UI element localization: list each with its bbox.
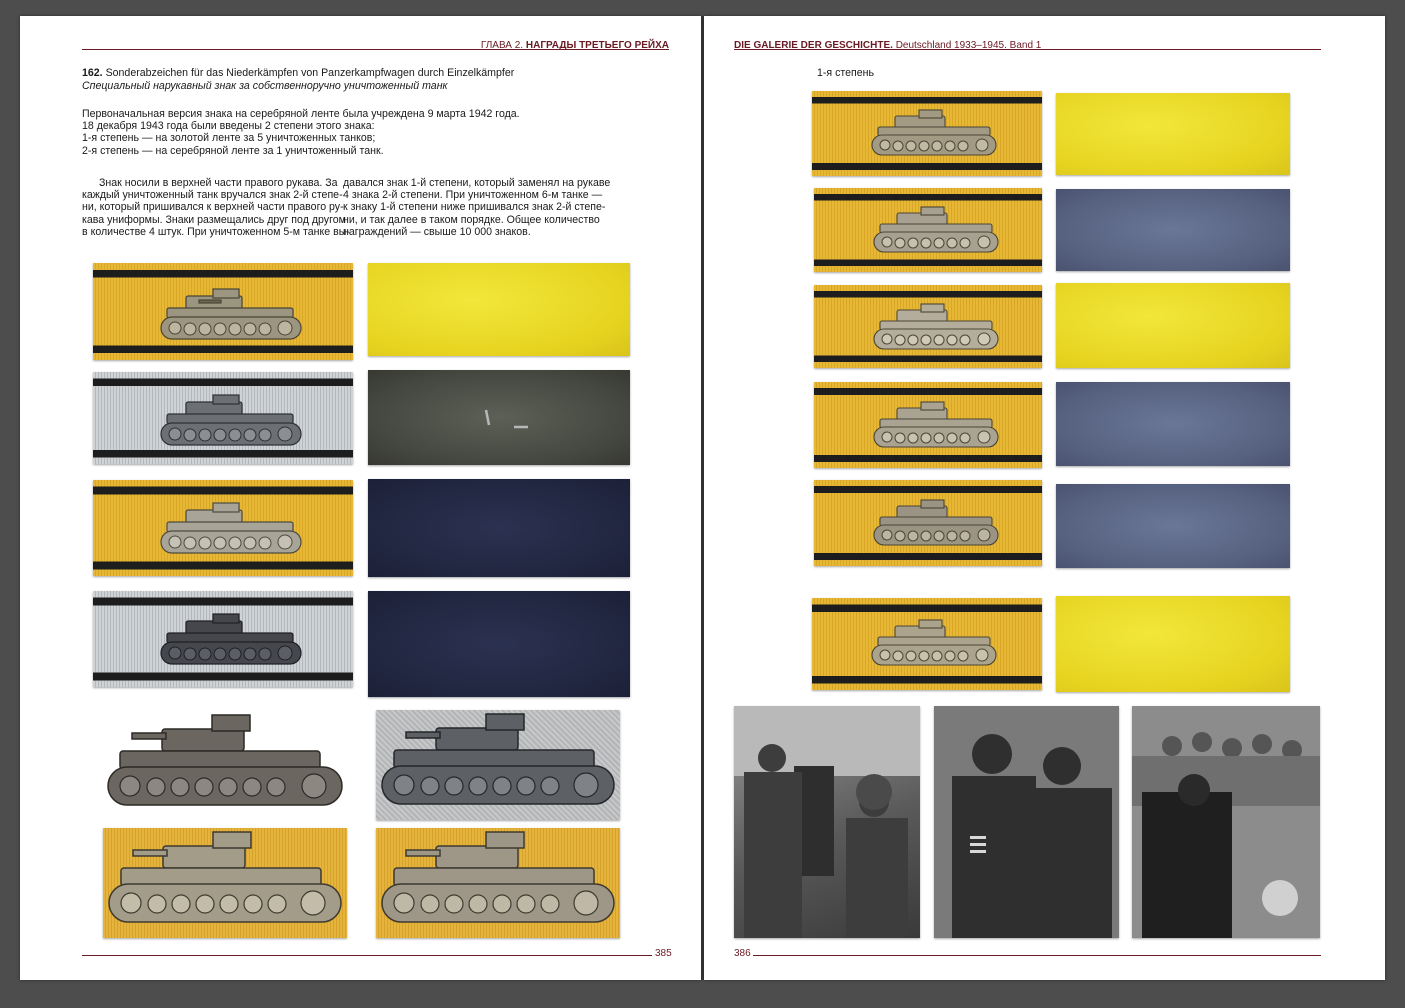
badge-gold-front-photo-2 xyxy=(93,480,353,576)
tank-badge-icon xyxy=(814,285,1042,368)
badge-navy-back-photo xyxy=(368,479,630,577)
left-page xyxy=(20,16,701,980)
tank-closeup-icon xyxy=(100,713,350,823)
body-column-1 xyxy=(82,177,350,238)
grade1-badge-back-1 xyxy=(1056,93,1290,175)
item-title-de: Sonderabzeichen für das Niederkämpfen von Panzerkampfwagen durch Einzelkämpfer xyxy=(105,67,515,79)
right-running-header xyxy=(734,40,1041,51)
intro-line: Первоначальная версия знака на серебряной ленте была учреждена 9 марта 1942 года. xyxy=(82,108,520,120)
left-footer-rule xyxy=(82,955,652,956)
item-number: 162. xyxy=(82,67,103,79)
grade1-badge-front-3 xyxy=(814,285,1042,368)
tank-closeup-icon xyxy=(103,828,347,938)
tank-badge-icon xyxy=(93,372,353,464)
tank-badge-icon xyxy=(812,598,1042,690)
grade1-badge-front-5 xyxy=(814,480,1042,566)
soldiers-figure-icon xyxy=(734,706,920,938)
item-title-ru: Специальный нарукавный знак за собственноручно уничтоженный танк xyxy=(82,80,448,92)
intro-line: 18 декабря 1943 года были введены 2 степени этого знака: xyxy=(82,120,375,133)
grade1-badge-back-5 xyxy=(1056,484,1290,568)
tank-badge-icon xyxy=(814,382,1042,468)
archival-photo-award-ceremony xyxy=(734,706,920,938)
tank-closeup-gold-photo-2 xyxy=(376,828,620,938)
badge-silver-front-photo xyxy=(93,372,353,464)
intro-line: 2-я степень — на серебряной ленте за 1 уничтоженный танк. xyxy=(82,144,384,157)
left-header-title: НАГРАДЫ ТРЕТЬЕГО РЕЙХА xyxy=(525,40,669,51)
grade1-badge-back-2 xyxy=(1056,189,1290,271)
field-group-icon xyxy=(1132,706,1320,938)
badge-silver-back-photo xyxy=(368,370,630,465)
tank-badge-icon xyxy=(93,480,353,576)
badge-gold-front-photo xyxy=(93,263,353,360)
grade-label: 1-я степень xyxy=(817,67,875,79)
officers-figure-icon xyxy=(934,706,1119,938)
right-header-subtitle: Deutschland 1933–1945. Band 1 xyxy=(895,40,1042,51)
column-line: в количестве 4 штук. При уничтоженном 5-м танке вы- xyxy=(82,225,350,238)
right-header-title: DIE GALERIE DER GESCHICHTE. xyxy=(734,40,893,51)
column-line: ни, который пришивался к верхней части правого ру- xyxy=(82,201,344,214)
tank-badge-icon xyxy=(93,591,353,687)
column-line: давался знак 1-й степени, который заменял на рукаве xyxy=(343,177,611,189)
column-line: кава униформы. Знаки размещались друг под другом xyxy=(82,213,346,226)
left-running-header xyxy=(481,40,669,51)
column-line: каждый уничтоженный танк вручался знак 2-й степе- xyxy=(82,189,343,202)
column-line: ни, и так далее в таком порядке. Общее количество xyxy=(343,213,600,226)
tank-badge-icon xyxy=(814,480,1042,566)
archival-photo-field-lesson xyxy=(1132,706,1320,938)
archival-photo-officers xyxy=(934,706,1119,938)
tank-badge-icon xyxy=(93,263,353,360)
tank-closeup-weave-photo xyxy=(376,710,620,820)
left-header-prefix: ГЛАВА 2. xyxy=(480,40,524,51)
grade1-badge-back-6 xyxy=(1056,596,1290,692)
grade1-badge-front-1 xyxy=(812,91,1042,176)
column-line: 4 знака 2-й степени. При уничтоженном 6-м танке — xyxy=(343,189,603,202)
tank-closeup-icon xyxy=(376,828,620,938)
body-column-2 xyxy=(343,177,610,238)
badge-gold-back-photo xyxy=(368,263,630,356)
intro-paragraph xyxy=(82,108,520,157)
tank-closeup-icon xyxy=(376,710,620,820)
badge-silver-front-photo-2 xyxy=(93,591,353,687)
tank-badge-icon xyxy=(812,91,1042,176)
badge-prong-icon xyxy=(368,370,630,465)
column-line: Знак носили в верхней части правого рукава. За xyxy=(99,177,338,189)
right-page-number: 386 xyxy=(734,948,751,959)
grade1-badge-back-3 xyxy=(1056,283,1290,368)
item-heading xyxy=(82,67,514,79)
grade1-badge-front-6 xyxy=(812,598,1042,690)
tank-badge-icon xyxy=(814,188,1042,272)
column-line: награждений — свыше 10 000 знаков. xyxy=(343,225,531,238)
intro-line: 1-я степень — на золотой ленте за 5 уничтоженных танков; xyxy=(82,132,376,145)
column-line: к знаку 1-й степени ниже пришивался знак 2-й степе- xyxy=(343,201,606,214)
right-footer-rule xyxy=(753,955,1321,956)
tank-closeup-photo xyxy=(100,713,350,823)
grade1-badge-front-4 xyxy=(814,382,1042,468)
right-page xyxy=(704,16,1385,980)
badge-navy-back-photo-2 xyxy=(368,591,630,697)
grade1-badge-front-2 xyxy=(814,188,1042,272)
left-page-number: 385 xyxy=(655,948,672,959)
tank-closeup-gold-photo xyxy=(103,828,347,938)
grade1-badge-back-4 xyxy=(1056,382,1290,466)
